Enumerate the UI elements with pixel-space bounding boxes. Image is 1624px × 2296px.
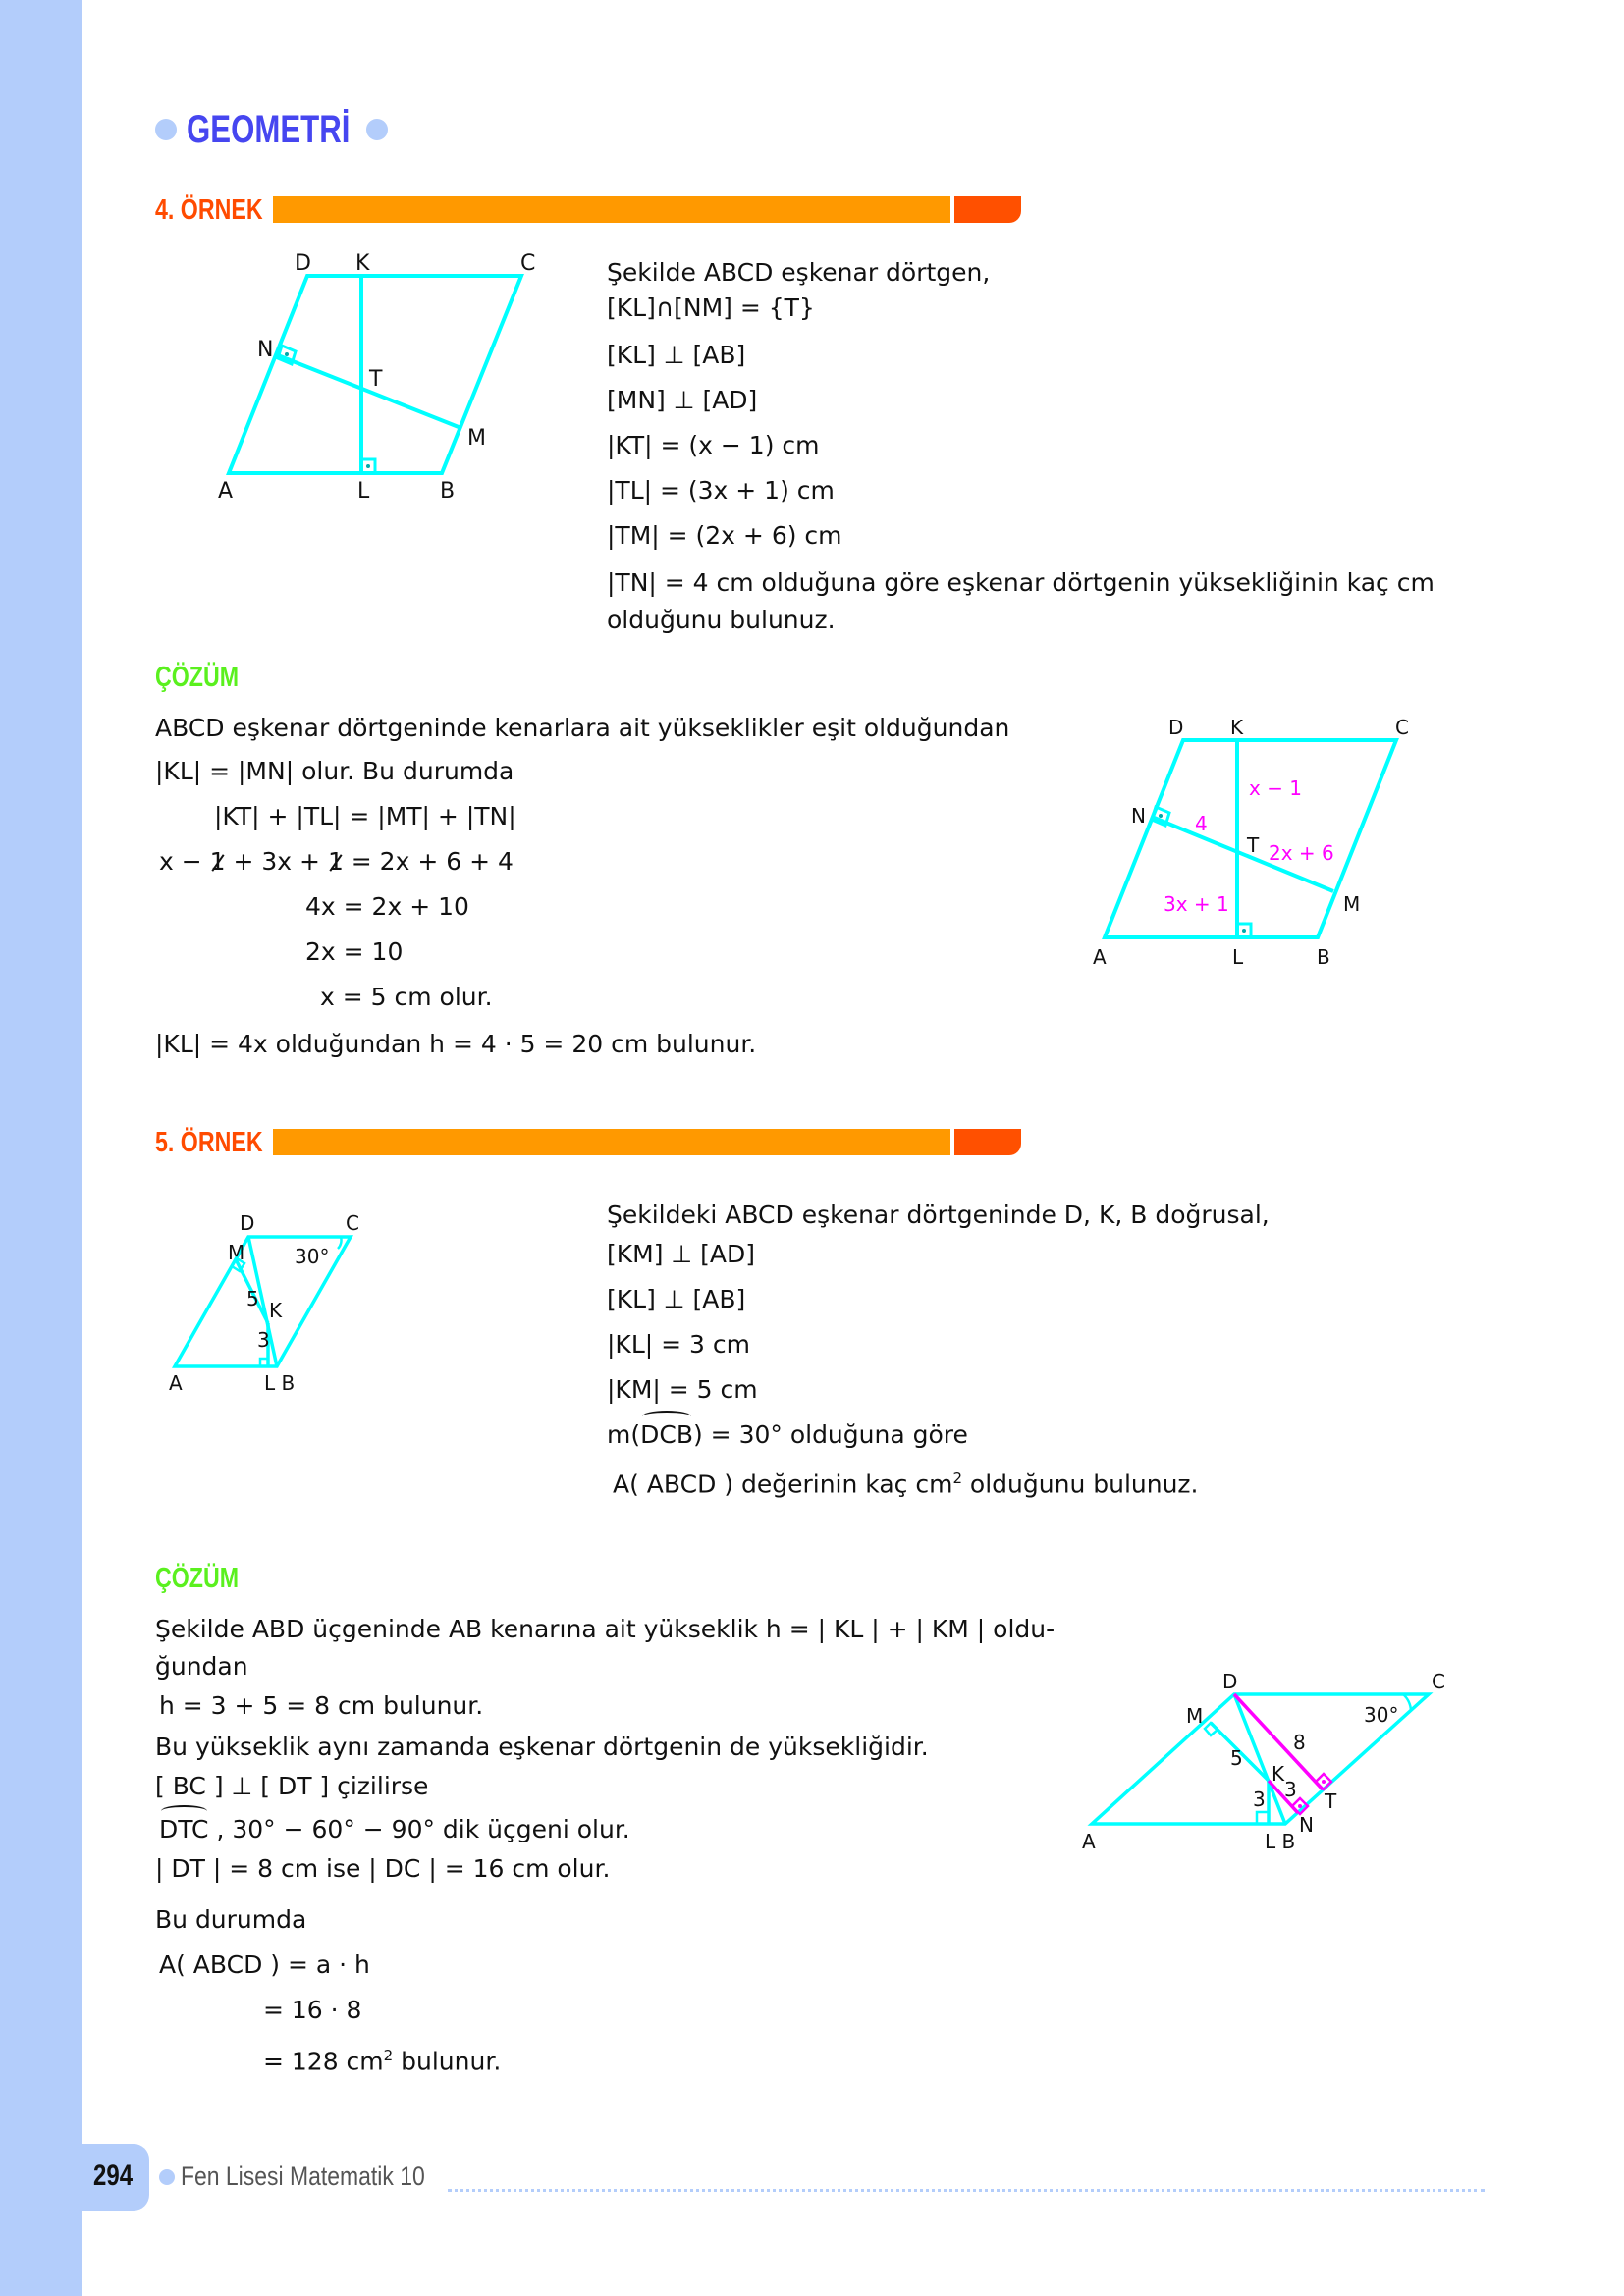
svg-text:K: K: [355, 251, 370, 276]
question-5-line-2: [KM] ⊥ [AD]: [607, 1240, 756, 1268]
svg-text:30°: 30°: [1364, 1703, 1399, 1727]
svg-text:N: N: [1299, 1813, 1314, 1837]
example-5-label: 5. ÖRNEK: [155, 1127, 263, 1158]
svg-text:N: N: [257, 338, 274, 362]
question-5-line-1: Şekildeki ABCD eşkenar dörtgeninde D, K, B doğrusal,: [607, 1201, 1270, 1229]
svg-text:K: K: [1230, 716, 1244, 739]
svg-text:4: 4: [1195, 812, 1208, 835]
question-4-line-4: [MN] ⊥ [AD]: [607, 386, 758, 414]
question-4-line-7: |TM| = (2x + 6) cm: [607, 521, 842, 550]
page-number: 294: [93, 2160, 134, 2192]
solution-4-line-1: ABCD eşkenar dörtgeninde kenarlara ait yükseklikler eşit olduğundan: [155, 714, 1010, 742]
solution-4-line-7: x = 5 cm olur.: [320, 983, 493, 1011]
question-4-line-6: |TL| = (3x + 1) cm: [607, 476, 835, 505]
solution-5-line-3: h = 3 + 5 = 8 cm bulunur.: [159, 1691, 484, 1720]
bullet-dot-icon: [159, 2169, 175, 2185]
svg-text:C: C: [1395, 716, 1409, 739]
example-4-label: 4. ÖRNEK: [155, 194, 263, 226]
solution-5-line-10: = 16 · 8: [263, 1996, 362, 2024]
label-d: D: [295, 251, 311, 276]
solution-4-line-3: |KT| + |TL| = |MT| + |TN|: [214, 802, 516, 830]
dotted-divider: [448, 2189, 1485, 2192]
book-title: Fen Lisesi Matematik 10: [181, 2162, 425, 2191]
solution-5-label: ÇÖZÜM: [155, 1563, 240, 1594]
svg-text:8: 8: [1293, 1731, 1306, 1754]
triangle-hat: DTC: [159, 1815, 209, 1843]
svg-text:C: C: [346, 1211, 359, 1235]
solution-5-line-9: A( ABCD ) = a · h: [159, 1950, 370, 1979]
svg-text:A: A: [1082, 1830, 1096, 1853]
svg-text:M: M: [467, 426, 486, 451]
svg-text:3x + 1: 3x + 1: [1164, 892, 1229, 916]
solution-5-line-2: ğundan: [155, 1652, 248, 1681]
solution-5-line-5: [ BC ] ⊥ [ DT ] çizilirse: [155, 1772, 429, 1800]
solution-5-line-8: Bu durumda: [155, 1905, 307, 1934]
question-4-line-9: olduğunu bulunuz.: [607, 606, 836, 634]
question-5-line-5: |KM| = 5 cm: [607, 1375, 758, 1404]
svg-text:D: D: [1222, 1670, 1238, 1693]
question-4-line-5: |KT| = (x − 1) cm: [607, 431, 820, 459]
svg-text:D: D: [240, 1211, 255, 1235]
solution-4-line-8: |KL| = 4x olduğundan h = 4 · 5 = 20 cm bulunur.: [155, 1030, 757, 1058]
svg-text:M: M: [228, 1241, 245, 1264]
svg-text:5: 5: [1230, 1746, 1243, 1770]
svg-text:L: L: [357, 479, 370, 504]
cancelled-term: 1: [327, 847, 344, 876]
svg-text:L: L: [1232, 945, 1244, 969]
solution-4-label: ÇÖZÜM: [155, 662, 240, 693]
svg-text:A: A: [169, 1371, 183, 1395]
question-4-line-1: Şekilde ABCD eşkenar dörtgen,: [607, 258, 991, 287]
chapter-title-text: GEOMETRİ: [187, 108, 351, 151]
svg-text:x − 1: x − 1: [1249, 776, 1303, 800]
question-4-line-8: |TN| = 4 cm olduğuna göre eşkenar dörtgenin yüksekliğinin kaç cm: [607, 568, 1435, 597]
svg-text:30°: 30°: [295, 1245, 330, 1268]
angle-hat: DCB: [640, 1420, 693, 1449]
solution-4-line-5: 4x = 2x + 10: [305, 892, 469, 921]
svg-text:B: B: [440, 479, 456, 504]
svg-text:C: C: [1432, 1670, 1445, 1693]
svg-text:3: 3: [257, 1328, 270, 1352]
question-4-line-2: [KL]∩[NM] = {T}: [607, 294, 815, 322]
svg-text:B: B: [1317, 945, 1330, 969]
svg-text:T: T: [1247, 833, 1260, 857]
svg-text:A: A: [1093, 945, 1107, 969]
question-4-line-3: [KL] ⊥ [AB]: [607, 341, 746, 369]
svg-text:D: D: [1168, 716, 1184, 739]
question-5-line-7: A( ABCD ) değerinin kaç $cm^2$ olduğunu bulunuz.: [613, 1469, 1199, 1499]
svg-text:K: K: [1272, 1762, 1285, 1786]
question-5-line-6: m(DCB) = 30° olduğuna göre: [607, 1420, 968, 1449]
solution-4-line-6: 2x = 10: [305, 937, 404, 966]
svg-text:M: M: [1343, 892, 1361, 916]
cancelled-term: 1: [209, 847, 226, 876]
svg-text:L B: L B: [264, 1371, 296, 1395]
solution-4-line-4: x − 1 + 3x + 1 = 2x + 6 + 4: [159, 847, 514, 876]
svg-text:M: M: [1186, 1704, 1204, 1728]
solution-5-line-6: DTC , 30° − 60° − 90° dik üçgeni olur.: [159, 1815, 630, 1843]
question-5-line-4: |KL| = 3 cm: [607, 1330, 750, 1359]
svg-text:T: T: [1325, 1789, 1337, 1813]
solution-4-line-2: |KL| = |MN| olur. Bu durumda: [155, 757, 514, 785]
svg-text:3: 3: [1253, 1788, 1266, 1811]
svg-text:K: K: [269, 1299, 283, 1322]
svg-text:C: C: [520, 251, 536, 276]
solution-5-line-1: Şekilde ABD üçgeninde AB kenarına ait yükseklik h = | KL | + | KM | oldu-: [155, 1615, 1056, 1643]
svg-text:L B: L B: [1265, 1830, 1296, 1853]
svg-text:T: T: [369, 367, 383, 392]
svg-text:3: 3: [1284, 1778, 1297, 1801]
solution-5-line-7: | DT | = 8 cm ise | DC | = 16 cm olur.: [155, 1854, 611, 1883]
svg-text:N: N: [1131, 804, 1146, 828]
solution-5-line-11: = 128 $cm^2$ bulunur.: [263, 2047, 502, 2076]
svg-text:5: 5: [246, 1287, 259, 1310]
svg-text:2x + 6: 2x + 6: [1269, 841, 1334, 865]
solution-5-line-4: Bu yükseklik aynı zamanda eşkenar dörtgenin de yüksekliğidir.: [155, 1733, 929, 1761]
question-5-line-3: [KL] ⊥ [AB]: [607, 1285, 746, 1313]
svg-text:A: A: [218, 479, 234, 504]
